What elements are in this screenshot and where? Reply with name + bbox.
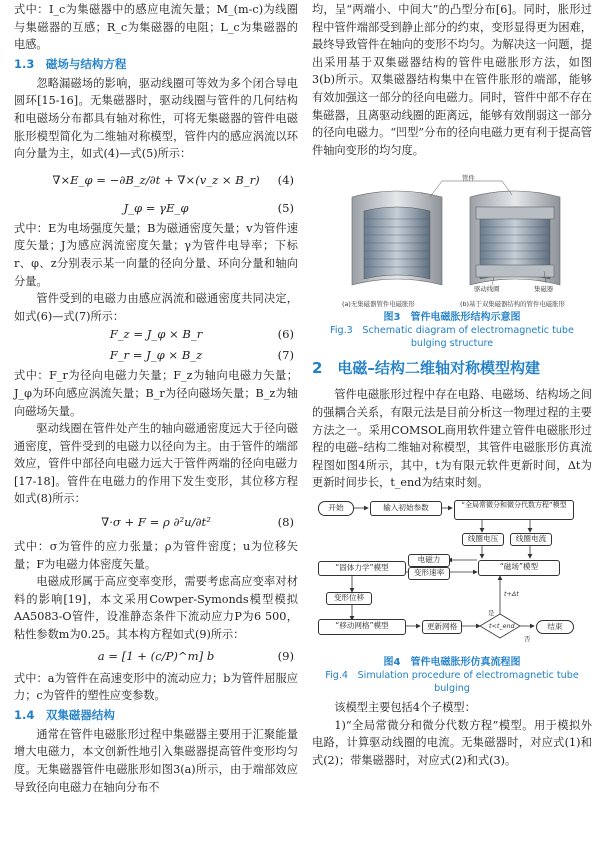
figure-3-drawing xyxy=(312,167,592,299)
figure-3-caption-en-2: bulging structure xyxy=(410,338,494,350)
equation-4: ∇×E_φ = −∂B_z/∂t + ∇×(v_z × B_r) (4) xyxy=(52,172,294,187)
paragraph-submodel-1: 1)“全局常微分和微分代数方程”模型。用于模拟外电路，计算驱动线圈的电流。无集磁器时，对应式(1)和式(2)；带集磁器时，对应式(2)和式(3)。 xyxy=(312,718,592,767)
equation-8: ∇·σ + F = ρ ∂²u/∂t² (8) xyxy=(101,515,294,530)
section-heading-1-4: 1.4 双集磁器结构 xyxy=(14,707,115,722)
paragraph-symbols-4: 式中：σ为管件的应力张量；ρ为管件密度；u为位移矢量；F为电磁力体密度矢量。 xyxy=(14,540,298,571)
figure-3-label-coil: 驱动线圈 xyxy=(474,285,500,294)
equation-7: F_r = J_φ × B_z (7) xyxy=(109,348,294,363)
flow-magnetic-field: “磁场”模型 xyxy=(478,560,560,576)
paragraph-symbols-2: 式中：E为电场强度矢量；B为磁通密度矢量；v为管件速度矢量；J为感应涡流密度矢量；γ为管件电导率；下标r、φ、z分别表示某一向量的径向分量、环向分量和轴向分量。 xyxy=(14,221,298,288)
flow-input-params: 输入初始参数 xyxy=(370,501,442,516)
figure-3-caption-en-1: Fig.3 Schematic diagram of electromagnetic tube xyxy=(330,325,574,337)
figure-3b-caption: (b)基于双集磁器结构的管件电磁胀形 xyxy=(460,300,565,309)
figure-4-caption-en-2: bulging xyxy=(434,682,470,694)
flow-update-mesh: 更新网格 xyxy=(422,620,462,634)
paragraph-model-intro: 管件电磁胀形过程中存在电路、电磁场、结构场之间的强耦合关系，有限元法是目前分析这一物理过程的主要方法之一。采用COMSOL商用软件建立管件电磁胀形过程的电磁–结构二维轴对称模型，其管件电磁胀形仿真流程图如图4所示，其中，t为有限元软件更新时间，Δt为更新时间步长，t_end为结束时刻。 xyxy=(312,388,592,490)
figure-3a-tube-drawing xyxy=(352,191,442,285)
paragraph-symbols-5: 式中：a为管件在高速变形中的流动应力；b为管件屈服应力；c为管件的塑性应变参数。 xyxy=(14,671,298,703)
figure-4-caption-en-1: Fig.4 Simulation procedure of electromagnetic tube xyxy=(325,669,579,681)
flow-deformation-displacement: 变形位移 xyxy=(326,592,372,605)
flow-deformation-rate: 变形速率 xyxy=(408,567,450,580)
figure-4-flowchart xyxy=(312,498,592,656)
figure-3b-tube-drawing xyxy=(470,191,560,285)
paragraph-submodels: 该模型主要包括4个子模型： xyxy=(334,700,476,714)
flow-coil-voltage: 线圈电压 xyxy=(462,533,504,546)
flow-yes-label: 是 xyxy=(488,608,495,617)
figure-3-subcaptions xyxy=(312,299,592,311)
section-heading-1-3: 1.3 磁场与结构方程 xyxy=(14,56,127,71)
paragraph-force: 管件受到的电磁力由感应涡流和磁通密度共同决定，如式(6)—式(7)所示： xyxy=(14,292,298,323)
figure-3a-caption: (a)无集磁器管件电磁胀形 xyxy=(342,300,415,309)
paragraph-symbols-1: 式中：I_c为集磁器中的感应电流矢量；M_(m-c)为线圈与集磁器的互感；R_c为集磁器的电阻；L_c为集磁器的电感。 xyxy=(14,3,298,52)
flow-em-force: 电磁力 xyxy=(408,554,450,567)
figure-4-caption-cn: 图4 管件电磁胀形仿真流程图 xyxy=(383,656,521,668)
flow-time-step: t+Δt xyxy=(504,589,519,598)
flow-condition: t<t_end xyxy=(489,621,515,630)
flow-ode-model: “全局常微分和微分代数方程”模型 xyxy=(454,500,574,520)
figure-3-caption-cn: 图3 管件电磁胀形结构示意图 xyxy=(383,312,521,324)
flow-no-label: 否 xyxy=(524,634,531,643)
right-column xyxy=(312,0,592,769)
left-column xyxy=(14,0,298,796)
flow-solid-mechanics: “固体力学”模型 xyxy=(318,561,406,576)
paragraph-field-equations: 忽略漏磁场的影响，驱动线圈可等效为多个闭合导电圆环[15-16]。无集磁器时，驱动线圈与管件的几何结构和电磁场分布都具有轴对称性，可将无集磁器的管件电磁胀形模型简化为二维轴对称模型，管件内的感应涡流以环向分量为主，如式(4)—式(5)所示： xyxy=(14,76,298,161)
paragraph-displacement: 驱动线圈在管件处产生的轴向磁通密度远大于径向磁通密度，管件受到的电磁力以径向为主。由于管件的端部效应，管件中部径向电磁力远大于管件两端的径向电磁力[17-18]。管件在电磁力的作用下发生变形，其位移方程如式(8)所示： xyxy=(14,422,298,506)
flow-end: 结束 xyxy=(536,620,574,634)
figure-3-label-tube: 管件 xyxy=(462,174,475,183)
equation-9: a = [1 + (c/P)^m] b (9) xyxy=(97,648,294,663)
equation-5: J_φ = γE_φ (5) xyxy=(123,200,294,215)
figure-3 xyxy=(312,167,592,299)
flow-start: 开始 xyxy=(318,501,354,516)
section-heading-2: 2 电磁–结构二维轴对称模型构建 xyxy=(312,359,540,378)
flow-coil-current: 线圈电流 xyxy=(510,533,552,546)
paragraph-material: 电磁成形属于高应变率变形，需要考虑高应变率对材料的影响[19]，本文采用Cowper-Symonds模型模拟AA5083-O管件，设准静态条件下流动应力P为6 500，粘性参数m为0.25。其本构方程如式(9)所示： xyxy=(14,575,298,642)
equation-6: F_z = J_φ × B_r (6) xyxy=(109,327,294,342)
paragraph-dual-concentrator: 通常在管件电磁胀形过程中集磁器主要用于汇聚能量增大电磁力，本文创新性地引入集磁器提高管件变形均匀度。无集磁器管件电磁胀形如图3(a)所示，由于端部效应导致径向电磁力在轴向分布不 xyxy=(14,727,298,794)
paragraph-dual-concentrator-cont: 均，呈“两端小、中间大”的凸型分布[6]。同时，胀形过程中管件端部受到静止部分的约束，变形显得更为困难，最终导致管件在轴向的变形不均匀。为解决这一问题，提出采用基于双集磁器结构的管件电磁胀形方法，如图3(b)所示。双集磁器结构集中在管件胀形的端部，能够有效加强这一部分的径向电磁力。同时，管件中部不存在集磁器，且离驱动线圈的距离远，能够有效削弱这一部分的径向电磁力。“凹型”分布的径向电磁力更有利于提高管件轴向变形的均匀度。 xyxy=(312,3,592,157)
flow-moving-mesh: “移动网格”模型 xyxy=(318,619,406,635)
paragraph-symbols-3: 式中：F_r为径向电磁力矢量；F_z为轴向电磁力矢量；J_φ为环向感应涡流矢量；B_r为径向磁场矢量；B_z为轴向磁场矢量。 xyxy=(14,369,298,418)
figure-3-label-concentrator: 集磁器 xyxy=(534,285,554,294)
